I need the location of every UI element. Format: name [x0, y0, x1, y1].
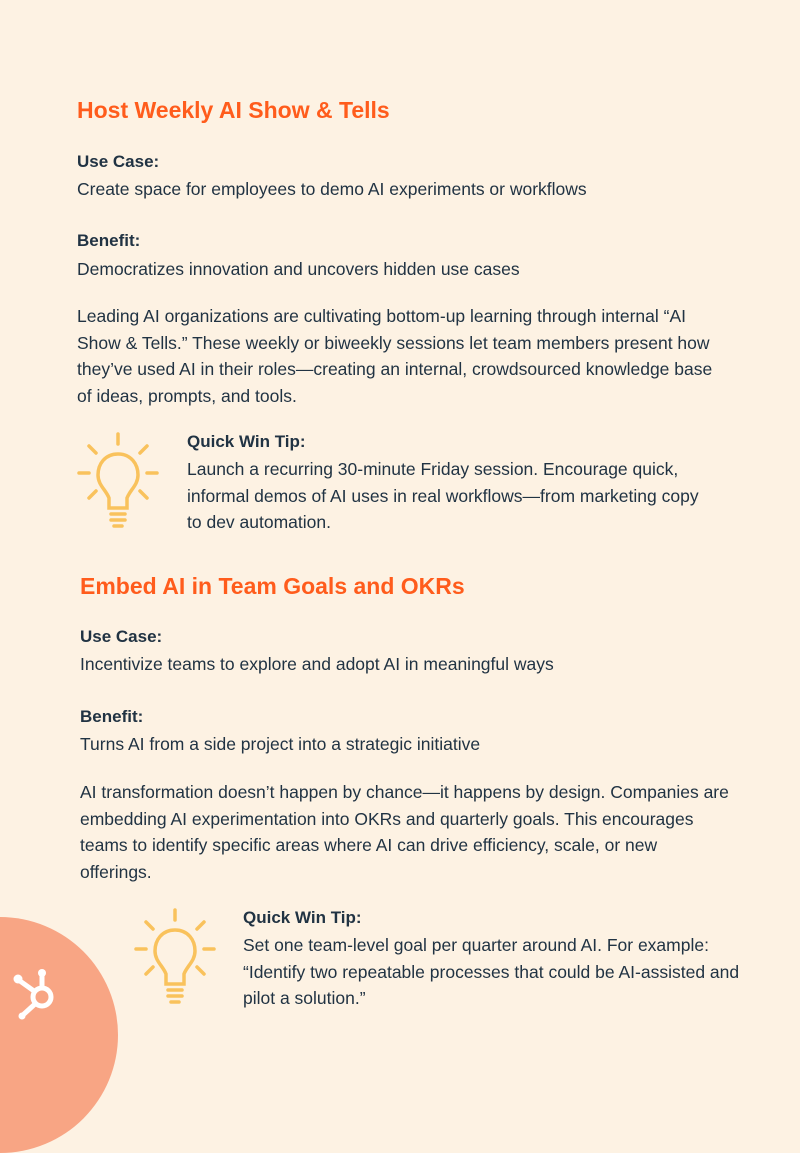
lightbulb-icon [132, 906, 218, 1010]
benefit-label: Benefit: [80, 707, 144, 726]
section-body: Leading AI organizations are cultivating bottom-up learning through internal “AI Show & Tells.” These weekly or biweekly sessions let team members present how they’ve used AI in their roles—creating an internal, crowdsourced knowledge base of ideas, prompts, and tools. [77, 306, 713, 406]
use-case-text: Incentivize teams to explore and adopt AI in meaningful ways [80, 654, 554, 674]
tip-label: Quick Win Tip: [187, 432, 306, 451]
section-body: AI transformation doesn’t happen by chance—it happens by design. Companies are embedding AI experimentation into OKRs and quarterly goals. This encourages teams to identify specific areas where AI can drive efficiency, scale, or new offerings. [80, 782, 729, 882]
tip-text: Launch a recurring 30-minute Friday session. Encourage quick, informal demos of AI uses in real workflows—from marketing copy to dev automation. [187, 459, 699, 532]
tip-label: Quick Win Tip: [243, 908, 362, 927]
use-case-label: Use Case: [77, 152, 160, 171]
section-title-show-and-tells: Host Weekly AI Show & Tells [77, 97, 390, 123]
benefit-text: Democratizes innovation and uncovers hidden use cases [77, 259, 520, 279]
hubspot-sprocket-icon [8, 963, 64, 1023]
benefit-label: Benefit: [77, 231, 141, 250]
brand-badge [0, 917, 118, 1153]
tip-text: Set one team-level goal per quarter around AI. For example: “Identify two repeatable processes that could be AI-assisted and pilot a solution.” [243, 935, 740, 1008]
use-case-text: Create space for employees to demo AI experiments or workflows [77, 179, 587, 199]
benefit-text: Turns AI from a side project into a strategic initiative [80, 734, 481, 754]
section-title-team-goals-okrs: Embed AI in Team Goals and OKRs [80, 573, 465, 599]
use-case-label: Use Case: [80, 627, 163, 646]
lightbulb-icon [75, 430, 161, 534]
